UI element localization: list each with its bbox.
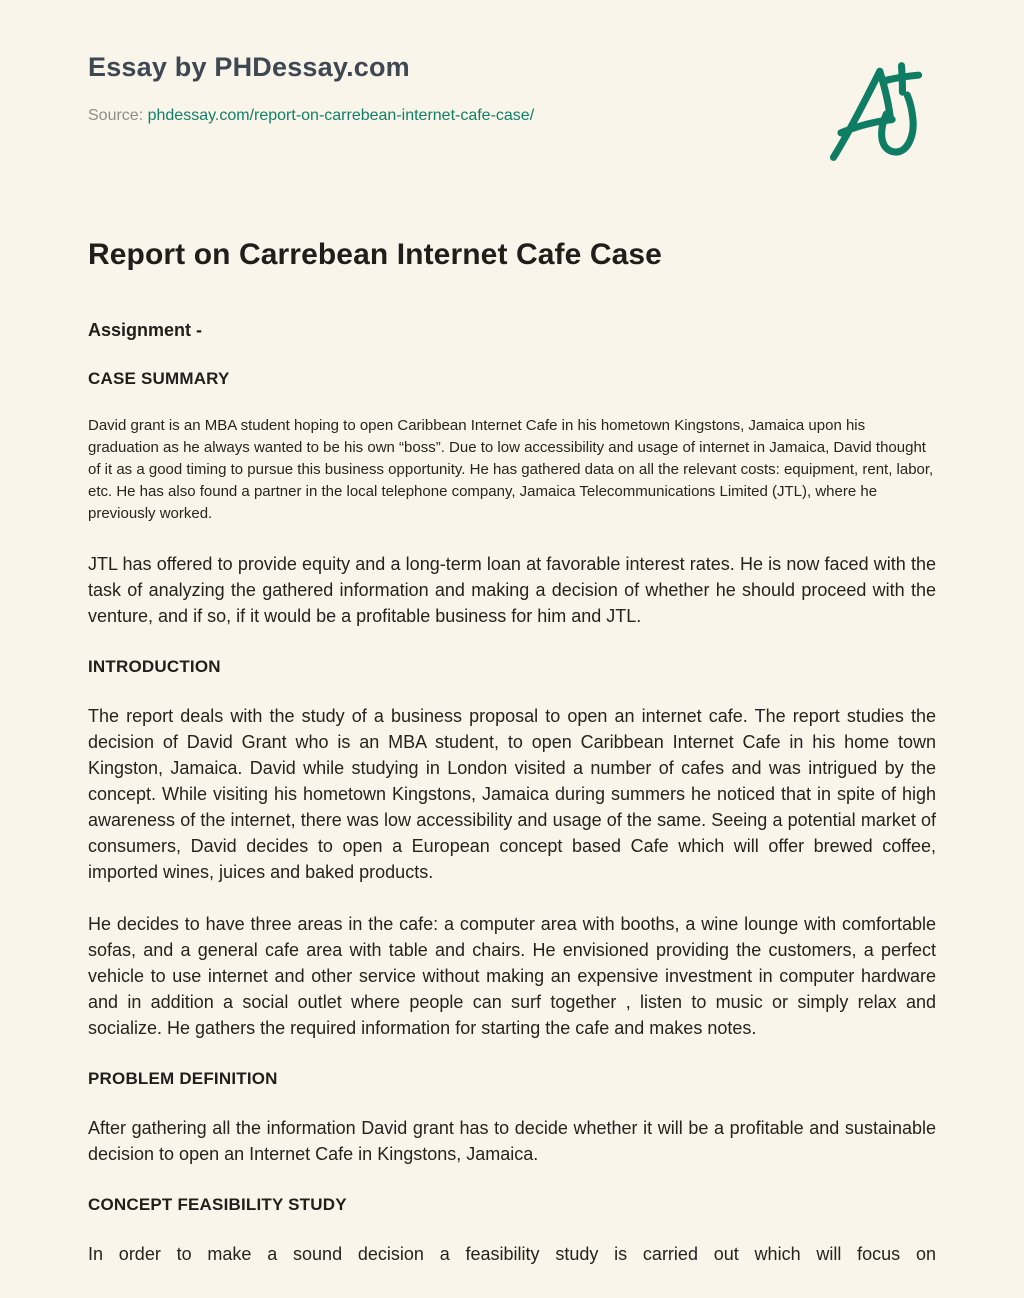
section-heading-introduction: INTRODUCTION [88, 657, 221, 676]
section-heading-problem-definition: PROBLEM DEFINITION [88, 1069, 278, 1088]
source-line [88, 107, 534, 125]
site-title: Essay by PHDessay.com [88, 52, 410, 82]
source-label: Source: [88, 107, 144, 124]
paragraph-problem-definition: After gathering all the information David grant has to decide whether it will be a profitable and sustainable decision to open an Internet Cafe in Kingstons, Jamaica. [88, 1118, 936, 1164]
header-text-group [88, 52, 534, 125]
paragraph-jtl-offer: JTL has offered to provide equity and a long-term loan at favorable interest rates. He is now faced with the task of analyzing the gathered information and making a decision of whether he should proceed with the venture, and if so, if it would be a profitable business for him and JTL. [88, 554, 936, 626]
paragraph-case-summary: David grant is an MBA student hoping to open Caribbean Internet Cafe in his hometown Kingstons, Jamaica upon his graduation as he always wanted to be his own “boss”. Due to low accessibility and usage of internet in Jamaica, David thought of it as a good timing to pursue this business opportunity. He has gathered data on all the relevant costs: equipment, rent, labor, etc. He has also found a partner in the local telephone company, Jamaica Telecommunications Limited (JTL), where he previously worked. [88, 417, 934, 522]
paragraph-feasibility-intro: In order to make a sound decision a feasibility study is carried out which will focus on [88, 1244, 936, 1264]
a-plus-logo-icon [826, 60, 926, 164]
document-title: Report on Carrebean Internet Cafe Case [88, 238, 662, 271]
source-link[interactable]: phdessay.com/report-on-carrebean-internet-cafe-case/ [147, 107, 535, 124]
section-heading-case-summary: CASE SUMMARY [88, 369, 230, 388]
assignment-label: Assignment - [88, 320, 203, 340]
paragraph-report-overview: The report deals with the study of a business proposal to open an internet cafe. The report studies the decision of David Grant who is an MBA student, to open Caribbean Internet Cafe in his home town Kingston, Jamaica. David while studying in London visited a number of cafes and was intrigued by the concept. While visiting his hometown Kingstons, Jamaica during summers he noticed that in spite of high awareness of the internet, there was low accessibility and usage of the same. Seeing a potential market of consumers, David decides to open a European concept based Cafe which will offer brewed coffee, imported wines, juices and baked products. [88, 706, 936, 882]
paragraph-cafe-areas: He decides to have three areas in the cafe: a computer area with booths, a wine lounge with comfortable sofas, and a general cafe area with table and chairs. He envisioned providing the customers, a perfect vehicle to use internet and other service without making an expensive investment in computer hardware and in addition a social outlet where people can surf together , listen to music or simply relax and socialize. He gathers the required information for starting the cafe and makes notes. [88, 914, 936, 1038]
section-heading-concept-feasibility: CONCEPT FEASIBILITY STUDY [88, 1195, 347, 1214]
page-header [88, 52, 936, 164]
